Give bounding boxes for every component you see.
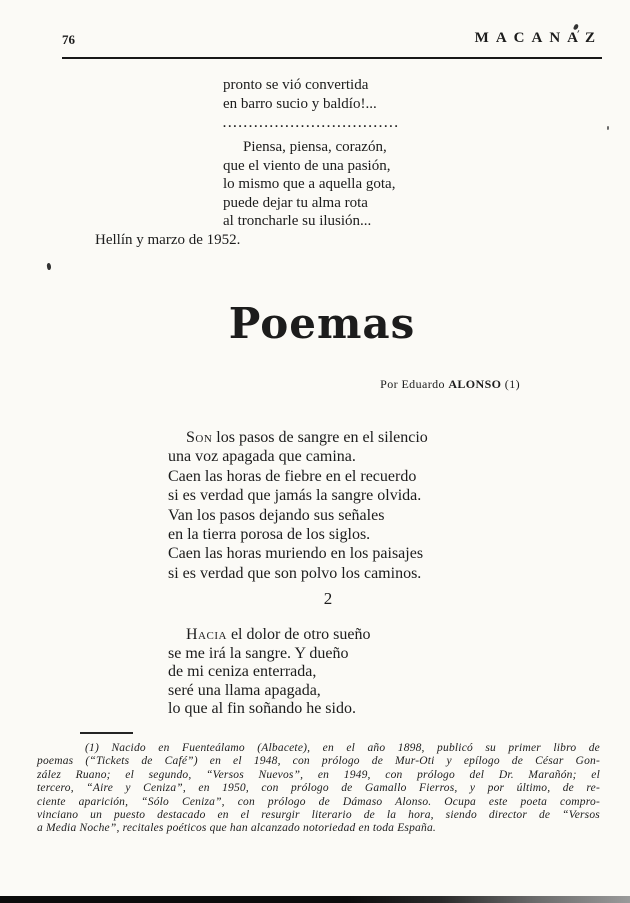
- byline-prefix: Por Eduardo: [380, 377, 445, 391]
- poem-line: Van los pasos dejando sus señales: [168, 506, 385, 524]
- poem-fragment: [223, 76, 377, 114]
- poem-line-rest: el dolor de otro sueño: [226, 626, 371, 643]
- poem-line: Caen las horas de fiebre en el recuerdo: [168, 467, 417, 485]
- footnote-line: poemas (“Tickets de Café”) en el 1948, con prólogo de Mur-Oti y epílogo de César Gon-: [37, 755, 600, 768]
- poem-line: en barro sucio y baldío!...: [223, 96, 377, 112]
- page-number: 76: [62, 32, 75, 47]
- poem-line: Caen las horas muriendo en los paisajes: [168, 545, 424, 563]
- footnote-line: ciente aparición, “Sólo Ceniza”, con prólogo de Dámaso Alonso. Ocupa este poeta compro-: [37, 795, 600, 808]
- poem-line: en la tierra porosa de los siglos.: [168, 526, 371, 544]
- header-rule: [62, 57, 602, 59]
- poem-line: una voz apagada que camina.: [168, 448, 356, 466]
- poem-line: seré una llama apagada,: [168, 681, 321, 699]
- byline-author: ALONSO: [448, 377, 502, 391]
- section-number: 2: [323, 589, 333, 608]
- byline: [380, 377, 520, 392]
- poem-line: lo mismo que a aquella gota,: [223, 176, 396, 193]
- poem-line: puede dejar tu alma rota: [223, 194, 368, 211]
- poem-line: [168, 428, 428, 447]
- footnote-line: vinciano un puesto destacado en el resurgir literario de la hora, siendo director de “Versos: [37, 809, 600, 822]
- poem-stanza-1: [168, 428, 428, 583]
- publication-title: MACANAZ: [474, 30, 602, 46]
- poem-fragment-stanza: [223, 138, 395, 231]
- poem-line: [168, 626, 370, 645]
- ink-speck: [46, 263, 51, 271]
- scan-edge-band: [0, 896, 630, 903]
- poem-line: pronto se vió convertida: [223, 77, 369, 93]
- poem-line: al troncharle su ilusión...: [223, 213, 372, 230]
- poem-line-rest: los pasos de sangre en el silencio: [212, 429, 428, 446]
- poem-line: lo que al fin soñando he sido.: [168, 700, 356, 718]
- poem-stanza-2: [168, 626, 370, 719]
- ink-speck: [607, 126, 609, 130]
- ellipsis-divider: ..................................: [223, 116, 400, 130]
- poem-title: Poemas: [228, 299, 416, 348]
- poem-line: de mi ceniza enterrada,: [168, 663, 317, 681]
- byline-footnote-ref: (1): [504, 377, 520, 391]
- poem-line: Piensa, piensa, corazón,: [243, 139, 387, 155]
- poem-line: si es verdad que son polvo los caminos.: [168, 564, 422, 582]
- lead-word: Hacia: [186, 626, 227, 643]
- footnote-line: (1) Nacido en Fuenteálamo (Albacete), en el año 1898, publicó su primer libro de: [85, 742, 600, 754]
- footnote: [37, 742, 600, 836]
- footnote-rule: [80, 732, 133, 734]
- footnote-line: tercero, “Aire y Ceniza”, en 1950, con prólogo de Gamallo Fierros, y por último, de re-: [37, 782, 600, 795]
- poem-line: si es verdad que jamás la sangre olvida.: [168, 487, 422, 505]
- footnote-line: a Media Noche”, recitales poéticos que han alcanzado notoriedad en toda España.: [37, 822, 436, 835]
- footnote-line: zález Ruano; el segundo, “Versos Nuevos”, en 1949, con prólogo del Dr. Marañón; el: [37, 768, 600, 781]
- lead-word: Son: [186, 429, 213, 446]
- dateline: Hellín y marzo de 1952.: [95, 232, 241, 248]
- poem-line: se me irá la sangre. Y dueño: [168, 644, 349, 662]
- poem-line: que el viento de una pasión,: [223, 157, 391, 174]
